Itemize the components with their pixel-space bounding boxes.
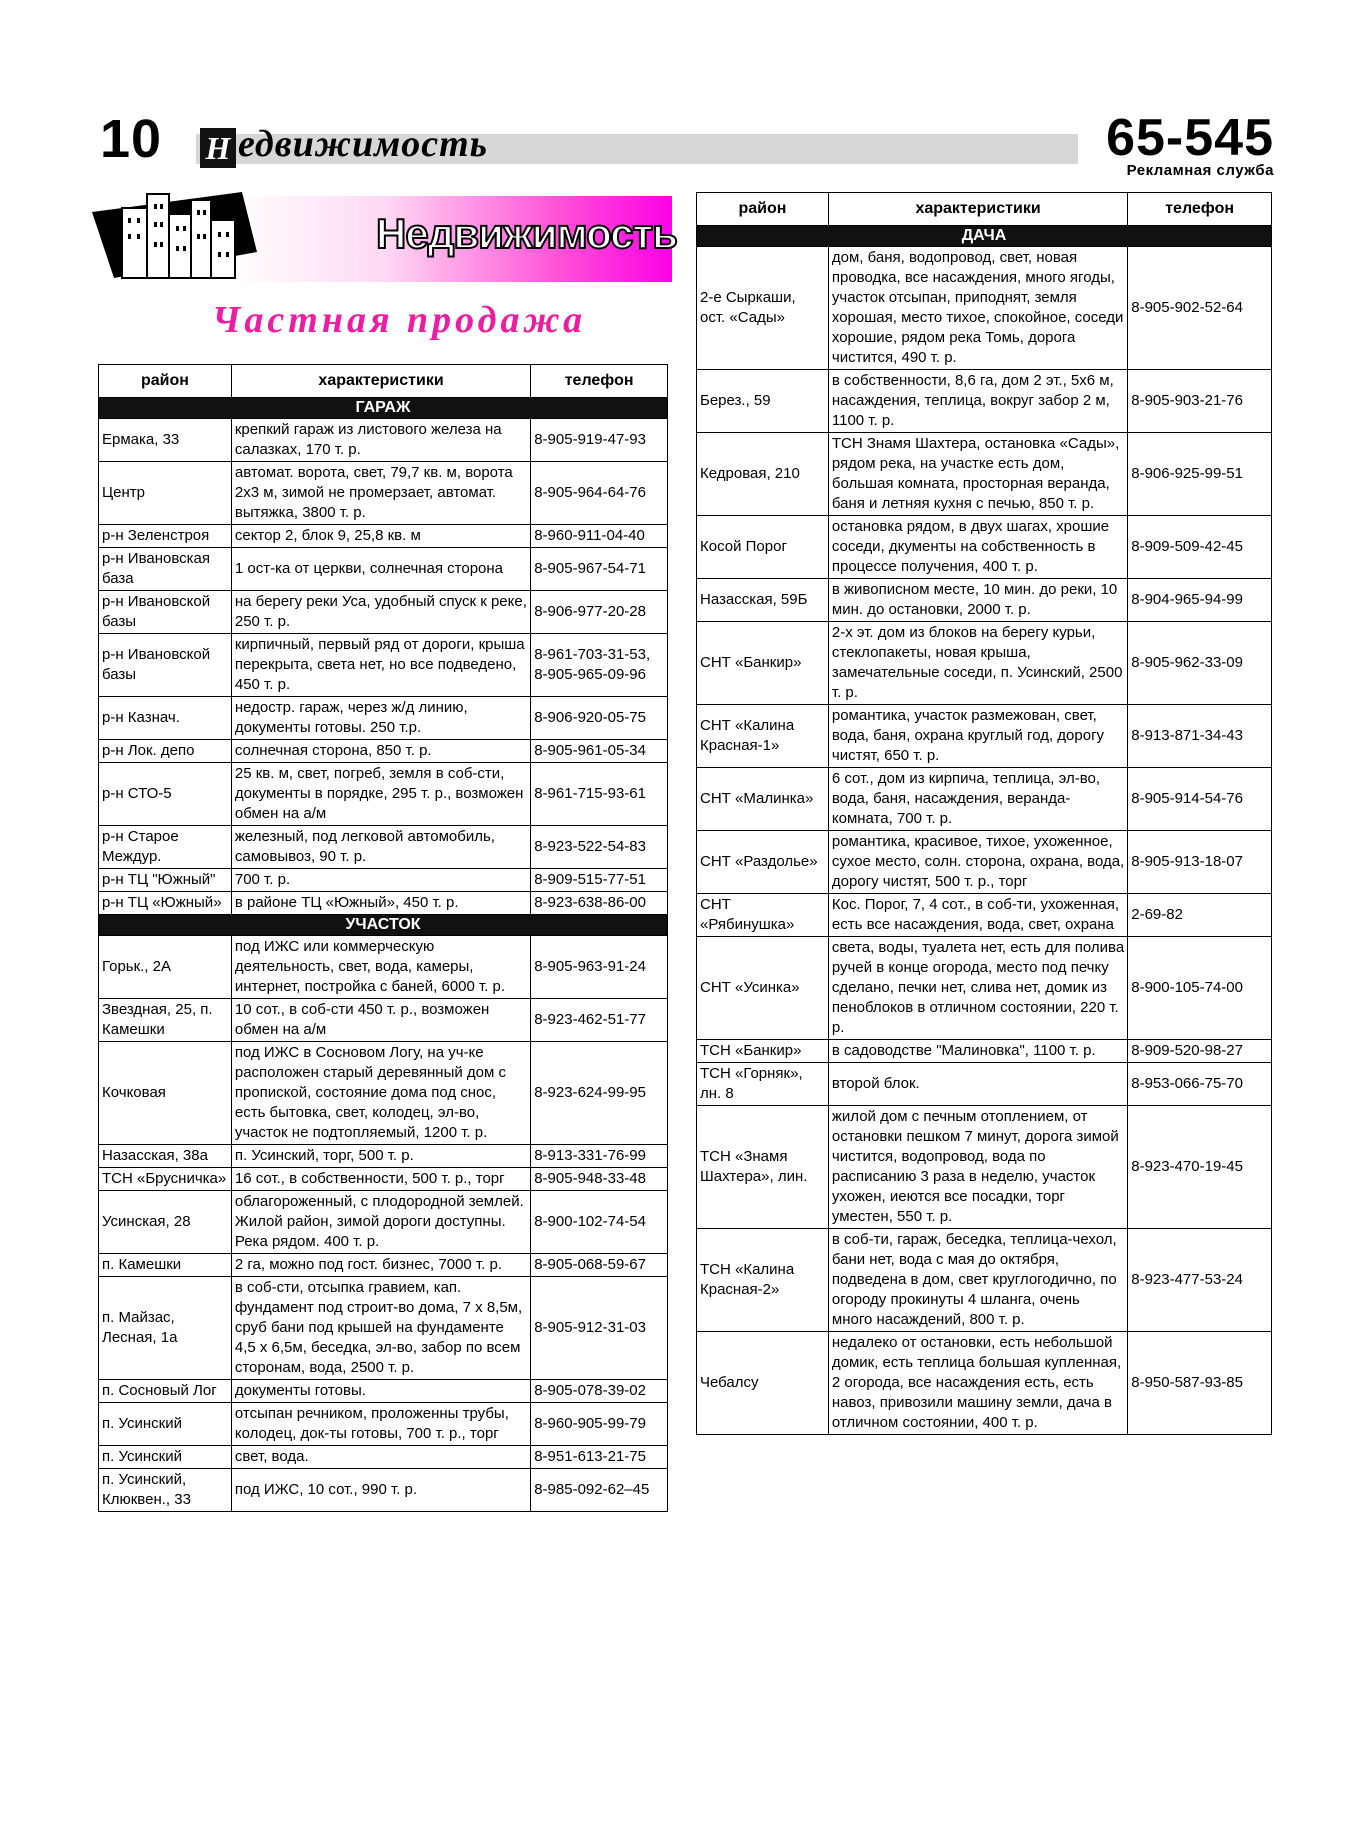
buildings-icon: [92, 190, 282, 290]
cell-phone: 8-906-920-05-75: [531, 697, 668, 740]
table-row: [697, 433, 1272, 516]
cell-features: ТСН Знамя Шахтера, остановка «Сады», рядом река, на участке есть дом, большая комната, просторная веранда, баня и летняя кухня с печью, 850 т. р.: [828, 433, 1127, 516]
cell-phone: 8-905-963-91-24: [531, 936, 668, 999]
section-header-row: [99, 915, 668, 936]
cell-district: р-н Казнач.: [99, 697, 232, 740]
section-header-row: [697, 226, 1272, 247]
table-row: [697, 1040, 1272, 1063]
cell-district: р-н ТЦ «Южный»: [99, 892, 232, 915]
section-title: ГАРАЖ: [99, 398, 668, 419]
cell-features: свет, вода.: [231, 1446, 530, 1469]
cell-features: в соб-ти, гараж, беседка, теплица-чехол, бани нет, вода с мая до октября, подведена в дом, свет круглогодично, по огороду прокинуты 4 шланга, очень много насаждений, 800 т. р.: [828, 1229, 1127, 1332]
column-header-district: район: [697, 193, 829, 226]
cell-phone: 8-923-462-51-77: [531, 999, 668, 1042]
cell-features: в соб-сти, отсыпка гравием, кап. фундамент под строит-во дома, 7 х 8,5м, сруб бани под крышей на фундаменте 4,5 х 6,5м, беседка, эл-во, забор по всем сторонам, вода, 2500 т. р.: [231, 1277, 530, 1380]
cell-district: СНТ «Раздолье»: [697, 831, 829, 894]
banner: [92, 190, 677, 290]
column-header-features: характеристики: [828, 193, 1127, 226]
cell-phone: 8-905-912-31-03: [531, 1277, 668, 1380]
cell-phone: 8-985-092-62–45: [531, 1469, 668, 1512]
cell-features: в садоводстве "Малиновка", 1100 т. р.: [828, 1040, 1127, 1063]
listings-table-right: [696, 192, 1272, 1435]
table-row: [99, 1403, 668, 1446]
cell-features: под ИЖС или коммерческую деятельность, свет, вода, камеры, интернет, постройка с баней, 6000 т. р.: [231, 936, 530, 999]
cell-features: жилой дом с печным отоплением, от остановки пешком 7 минут, дорога зимой чистится, водопровод, вода по расписанию 3 раза в неделю, участок ухожен, иеются все посадки, торг уместен, 550 т. р.: [828, 1106, 1127, 1229]
table-header-row: [697, 193, 1272, 226]
cell-features: 10 сот., в соб-сти 450 т. р., возможен обмен на а/м: [231, 999, 530, 1042]
cell-district: Горьк., 2А: [99, 936, 232, 999]
table-row: [99, 936, 668, 999]
cell-district: ТСН «Горняк», лн. 8: [697, 1063, 829, 1106]
table-row: [99, 740, 668, 763]
cell-district: Звездная, 25, п. Камешки: [99, 999, 232, 1042]
section-title: едвижимость: [238, 123, 489, 165]
cell-district: р-н Ивановской базы: [99, 634, 232, 697]
table-header-row: [99, 365, 668, 398]
cell-district: Кедровая, 210: [697, 433, 829, 516]
cell-features: Кос. Порог, 7, 4 сот., в соб-ти, ухоженная, есть все насаждения, вода, свет, охрана: [828, 894, 1127, 937]
cell-phone: 8-909-515-77-51: [531, 869, 668, 892]
cell-features: остановка рядом, в двух шагах, хрошие соседи, дкументы на собственность в процессе получения, 400 т. р.: [828, 516, 1127, 579]
cell-phone: 8-905-903-21-76: [1128, 370, 1272, 433]
cell-features: дом, баня, водопровод, свет, новая проводка, все насаждения, много ягоды, участок отсыпан, приподнят, земля хорошая, место тихое, спокойное, соседи хорошие, рядом река Томь, дорога чистится, 490 т. р.: [828, 247, 1127, 370]
cell-features: романтика, красивое, тихое, ухоженное, сухое место, солн. сторона, охрана, вода, дорогу чистят, 500 т. р., торг: [828, 831, 1127, 894]
cell-district: р-н Ивановской базы: [99, 591, 232, 634]
banner-subtitle: Частная продажа: [212, 299, 587, 341]
cell-district: Усинская, 28: [99, 1191, 232, 1254]
table-row: [99, 892, 668, 915]
cell-phone: 8-904-965-94-99: [1128, 579, 1272, 622]
cell-features: железный, под легковой автомобиль, самовывоз, 90 т. р.: [231, 826, 530, 869]
banner-title: Недвижимость: [376, 210, 677, 257]
cell-features: в живописном месте, 10 мин. до реки, 10 мин. до остановки, 2000 т. р.: [828, 579, 1127, 622]
cell-features: документы готовы.: [231, 1380, 530, 1403]
ad-service-phone: 65-545: [1106, 109, 1274, 167]
cell-phone: 8-960-911-04-40: [531, 525, 668, 548]
cell-features: в районе ТЦ «Южный», 450 т. р.: [231, 892, 530, 915]
cell-phone: 8-913-331-76-99: [531, 1145, 668, 1168]
cell-features: 25 кв. м, свет, погреб, земля в соб-сти, документы в порядке, 295 т. р., возможен обмен на а/м: [231, 763, 530, 826]
cell-phone: 8-905-902-52-64: [1128, 247, 1272, 370]
table-row: [697, 894, 1272, 937]
cell-phone: 8-906-977-20-28: [531, 591, 668, 634]
section-title: ДАЧА: [697, 226, 1272, 247]
cell-district: р-н Зеленстроя: [99, 525, 232, 548]
cell-features: солнечная сторона, 850 т. р.: [231, 740, 530, 763]
cell-district: Берез., 59: [697, 370, 829, 433]
cell-phone: 8-905-967-54-71: [531, 548, 668, 591]
table-row: [697, 1229, 1272, 1332]
cell-district: Центр: [99, 462, 232, 525]
table-row: [99, 1469, 668, 1512]
cell-district: р-н СТО-5: [99, 763, 232, 826]
cell-phone: 8-905-961-05-34: [531, 740, 668, 763]
cell-district: ТСН «Брусничка»: [99, 1168, 232, 1191]
listings-table-left: [98, 364, 668, 1512]
cell-district: Назасская, 38а: [99, 1145, 232, 1168]
cell-phone: 8-905-914-54-76: [1128, 768, 1272, 831]
cell-features: под ИЖС, 10 сот., 990 т. р.: [231, 1469, 530, 1512]
cell-features: отсыпан речником, проложенны трубы, колодец, док-ты готовы, 700 т. р., торг: [231, 1403, 530, 1446]
cell-features: 16 сот., в собственности, 500 т. р., торг: [231, 1168, 530, 1191]
cell-district: р-н Старое Междур.: [99, 826, 232, 869]
table-row: [697, 705, 1272, 768]
table-row: [697, 247, 1272, 370]
cell-district: Чебалсу: [697, 1332, 829, 1435]
cell-district: СНТ «Малинка»: [697, 768, 829, 831]
cell-phone: 8-923-624-99-95: [531, 1042, 668, 1145]
table-row: [99, 1168, 668, 1191]
cell-features: кирпичный, первый ряд от дороги, крыша перекрыта, света нет, но все подведено, 450 т. р.: [231, 634, 530, 697]
column-header-district: район: [99, 365, 232, 398]
cell-phone: 8-909-509-42-45: [1128, 516, 1272, 579]
table-row: [99, 525, 668, 548]
table-row: [697, 622, 1272, 705]
cell-district: п. Майзас, Лесная, 1а: [99, 1277, 232, 1380]
table-row: [99, 591, 668, 634]
cell-district: р-н ТЦ "Южный": [99, 869, 232, 892]
table-row: [99, 1191, 668, 1254]
cell-features: на берегу реки Уса, удобный спуск к реке, 250 т. р.: [231, 591, 530, 634]
table-row: [99, 826, 668, 869]
cell-phone: 8-923-470-19-45: [1128, 1106, 1272, 1229]
cell-district: Назасская, 59Б: [697, 579, 829, 622]
column-header-features: характеристики: [231, 365, 530, 398]
cell-district: Косой Порог: [697, 516, 829, 579]
cell-district: р-н Лок. депо: [99, 740, 232, 763]
section-title: УЧАСТОК: [99, 915, 668, 936]
cell-district: п. Камешки: [99, 1254, 232, 1277]
table-row: [99, 1042, 668, 1145]
cell-features: под ИЖС в Сосновом Логу, на уч-ке расположен старый деревянный дом с пропиской, состояние дома под снос, есть бытовка, свет, колодец, эл-во, участок не подтопляемый, 1200 т. р.: [231, 1042, 530, 1145]
ad-service-caption: Рекламная служба: [1126, 162, 1274, 179]
cell-features: 6 сот., дом из кирпича, теплица, эл-во, вода, баня, насаждения, веранда-комната, 700 т. р.: [828, 768, 1127, 831]
column-header-phone: телефон: [1128, 193, 1272, 226]
cell-district: ТСН «Банкир»: [697, 1040, 829, 1063]
cell-phone: 8-923-638-86-00: [531, 892, 668, 915]
table-row: [99, 1380, 668, 1403]
column-header-phone: телефон: [531, 365, 668, 398]
cell-features: сектор 2, блок 9, 25,8 кв. м: [231, 525, 530, 548]
cell-district: ТСН «Знамя Шахтера», лин.: [697, 1106, 829, 1229]
table-row: [99, 999, 668, 1042]
cell-phone: 8-961-715-93-61: [531, 763, 668, 826]
table-row: [697, 768, 1272, 831]
cell-district: СНТ «Усинка»: [697, 937, 829, 1040]
cell-district: ТСН «Калина Красная-2»: [697, 1229, 829, 1332]
cell-district: п. Усинский: [99, 1403, 232, 1446]
cell-phone: 8-900-102-74-54: [531, 1191, 668, 1254]
cell-phone: 8-905-068-59-67: [531, 1254, 668, 1277]
cell-features: п. Усинский, торг, 500 т. р.: [231, 1145, 530, 1168]
table-row: [99, 1254, 668, 1277]
table-row: [99, 1145, 668, 1168]
table-row: [99, 634, 668, 697]
cell-features: недостр. гараж, через ж/д линию, документы готовы. 250 т.р.: [231, 697, 530, 740]
page-number: 10: [100, 109, 163, 169]
cell-phone: 8-905-078-39-02: [531, 1380, 668, 1403]
cell-features: 2-х эт. дом из блоков на берегу курьи, стеклопакеты, новая крыша, замечательные соседи, п. Усинский, 2500 т. р.: [828, 622, 1127, 705]
cell-district: СНТ «Калина Красная-1»: [697, 705, 829, 768]
table-row: [99, 763, 668, 826]
cell-district: п. Усинский, Клюквен., 33: [99, 1469, 232, 1512]
cell-features: 700 т. р.: [231, 869, 530, 892]
table-row: [697, 1063, 1272, 1106]
cell-phone: 8-905-913-18-07: [1128, 831, 1272, 894]
cell-phone: 8-961-703-31-53, 8-905-965-09-96: [531, 634, 668, 697]
table-row: [697, 516, 1272, 579]
cell-features: в собственности, 8,6 га, дом 2 эт., 5х6 м, насаждения, теплица, вокруг забор 2 м, 1100 т. р.: [828, 370, 1127, 433]
cell-phone: 8-953-066-75-70: [1128, 1063, 1272, 1106]
cell-district: Ермака, 33: [99, 419, 232, 462]
cell-district: Кочковая: [99, 1042, 232, 1145]
cell-features: автомат. ворота, свет, 79,7 кв. м, ворота 2х3 м, зимой не промерзает, автомат. вытяжка, 3800 т. р.: [231, 462, 530, 525]
table-row: [697, 370, 1272, 433]
table-row: [99, 548, 668, 591]
cell-phone: 8-900-105-74-00: [1128, 937, 1272, 1040]
cell-phone: 8-923-477-53-24: [1128, 1229, 1272, 1332]
cell-phone: 8-905-964-64-76: [531, 462, 668, 525]
table-row: [697, 579, 1272, 622]
cell-features: крепкий гараж из листового железа на салазках, 170 т. р.: [231, 419, 530, 462]
cell-district: 2-е Сыркаши, ост. «Сады»: [697, 247, 829, 370]
section-header-row: [99, 398, 668, 419]
cell-phone: 8-906-925-99-51: [1128, 433, 1272, 516]
cell-phone: 8-909-520-98-27: [1128, 1040, 1272, 1063]
cell-features: 2 га, можно под гост. бизнес, 7000 т. р.: [231, 1254, 530, 1277]
cell-phone: 8-950-587-93-85: [1128, 1332, 1272, 1435]
cell-phone: 8-951-613-21-75: [531, 1446, 668, 1469]
section-initial-letter: Н: [200, 128, 236, 168]
table-row: [99, 462, 668, 525]
cell-district: СНТ «Банкир»: [697, 622, 829, 705]
cell-district: п. Усинский: [99, 1446, 232, 1469]
cell-phone: 8-960-905-99-79: [531, 1403, 668, 1446]
table-row: [697, 1106, 1272, 1229]
table-row: [99, 697, 668, 740]
cell-phone: 8-905-948-33-48: [531, 1168, 668, 1191]
table-row: [697, 831, 1272, 894]
cell-features: света, воды, туалета нет, есть для полива ручей в конце огорода, место под печку сделано, печки нет, слива нет, домик из пеноблоков в отличном состоянии, 220 т. р.: [828, 937, 1127, 1040]
cell-phone: 8-913-871-34-43: [1128, 705, 1272, 768]
cell-phone: 8-905-962-33-09: [1128, 622, 1272, 705]
cell-features: облагороженный, с плодородной землей. Жилой район, зимой дороги доступны. Река рядом. 400 т. р.: [231, 1191, 530, 1254]
table-row: [99, 1446, 668, 1469]
cell-features: недалеко от остановки, есть небольшой домик, есть теплица большая купленная, 2 огорода, все насаждения есть, есть навоз, привозили машину земли, дача в отличном состоянии, 400 т. р.: [828, 1332, 1127, 1435]
table-row: [697, 937, 1272, 1040]
cell-features: романтика, участок размежован, свет, вода, баня, охрана круглый год, дорогу чистят, 650 т. р.: [828, 705, 1127, 768]
cell-phone: 2-69-82: [1128, 894, 1272, 937]
cell-features: 1 ост-ка от церкви, солнечная сторона: [231, 548, 530, 591]
table-row: [99, 869, 668, 892]
cell-district: р-н Ивановская база: [99, 548, 232, 591]
cell-district: п. Сосновый Лог: [99, 1380, 232, 1403]
table-row: [99, 419, 668, 462]
cell-district: СНТ «Рябинушка»: [697, 894, 829, 937]
cell-phone: 8-923-522-54-83: [531, 826, 668, 869]
table-row: [697, 1332, 1272, 1435]
table-row: [99, 1277, 668, 1380]
cell-features: второй блок.: [828, 1063, 1127, 1106]
cell-phone: 8-905-919-47-93: [531, 419, 668, 462]
